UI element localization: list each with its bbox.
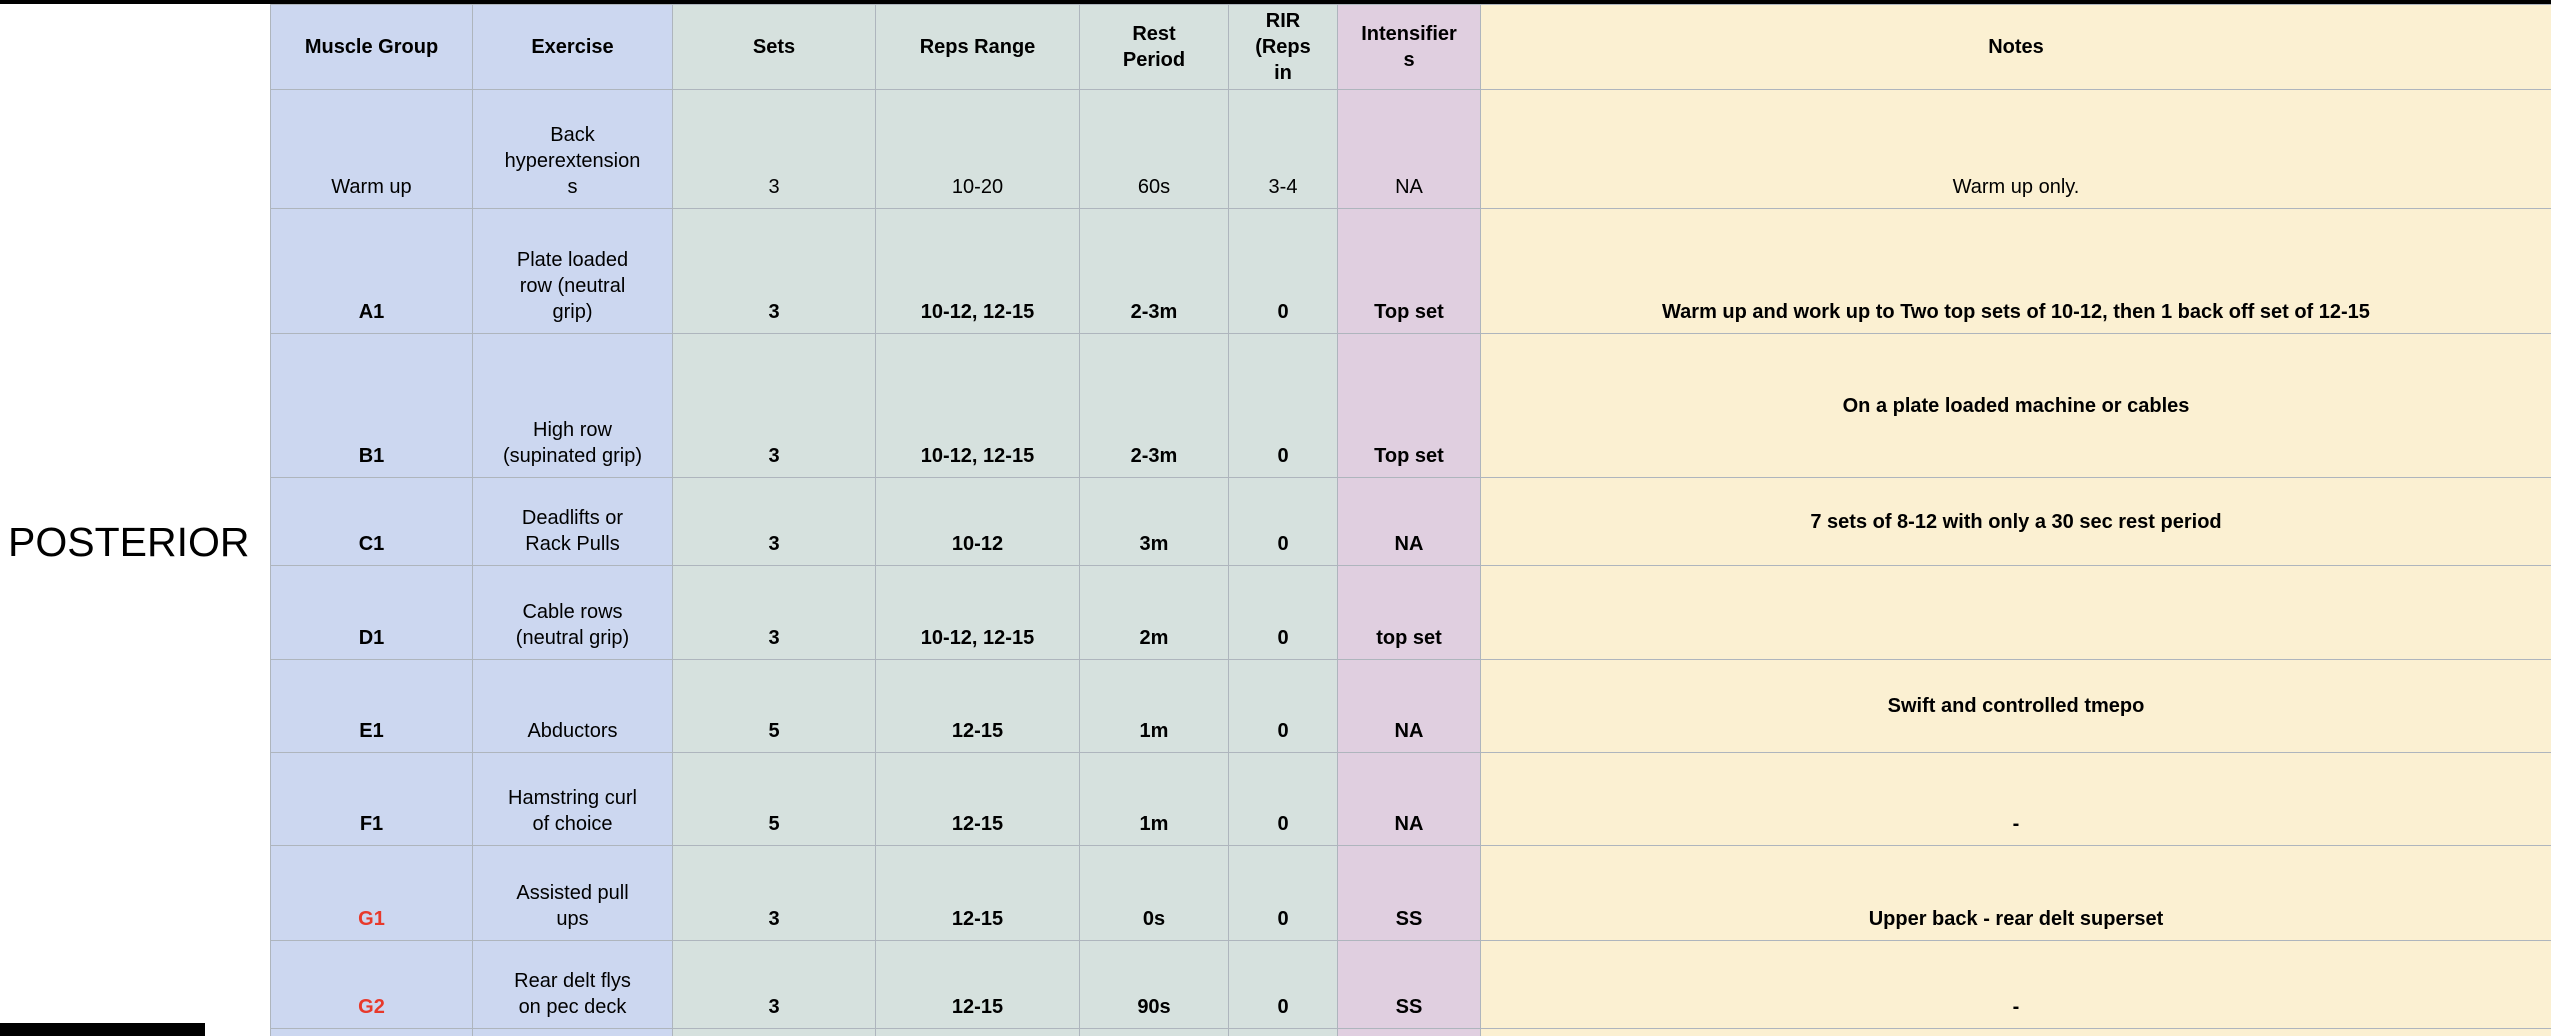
cell-intensifiers[interactable]: SS <box>1338 941 1481 1029</box>
header-cell-muscle-group[interactable]: Muscle Group <box>271 5 473 90</box>
cell-sets[interactable]: 3 <box>673 941 876 1029</box>
cell-sets[interactable]: 5 <box>673 660 876 753</box>
cell-reps-range[interactable]: 10-12, 12-15 <box>876 334 1080 478</box>
cell-reps-range[interactable]: 10-20 <box>876 90 1080 209</box>
cell-rest-period[interactable]: 90s <box>1080 941 1229 1029</box>
cell-exercise[interactable]: Back hyperextensions <box>473 90 673 209</box>
cell-intensifiers[interactable]: Top set <box>1338 209 1481 334</box>
table-row <box>271 209 2551 334</box>
workout-table <box>270 4 2551 1036</box>
header-cell-notes[interactable]: Notes <box>1481 5 2551 90</box>
cell-rest-period[interactable]: 3m <box>1080 478 1229 566</box>
cell-rest-period[interactable] <box>1080 1029 1229 1036</box>
cell-intensifiers[interactable]: top set <box>1338 566 1481 660</box>
cell-intensifiers[interactable]: NA <box>1338 90 1481 209</box>
header-cell-exercise[interactable]: Exercise <box>473 5 673 90</box>
cell-reps-range[interactable]: 10-12, 12-15 <box>876 566 1080 660</box>
cell-reps-range[interactable]: 12-15 <box>876 941 1080 1029</box>
cell-exercise[interactable]: Hamstring curl of choice <box>473 753 673 846</box>
cell-muscle-group[interactable]: E1 <box>271 660 473 753</box>
cell-rir[interactable]: 0 <box>1229 753 1338 846</box>
cell-rir[interactable]: 0 <box>1229 941 1338 1029</box>
cell-reps-range[interactable]: 12-15 <box>876 753 1080 846</box>
cell-intensifiers[interactable]: SS <box>1338 846 1481 941</box>
bottom-black-bar <box>0 1023 205 1036</box>
cell-rir[interactable]: 0 <box>1229 334 1338 478</box>
cell-exercise[interactable]: Deadlifts or Rack Pulls <box>473 478 673 566</box>
cell-rir[interactable]: 0 <box>1229 846 1338 941</box>
cell-rest-period[interactable]: 2-3m <box>1080 334 1229 478</box>
cell-reps-range[interactable] <box>876 1029 1080 1036</box>
cell-exercise[interactable]: Plate loaded row (neutral grip) <box>473 209 673 334</box>
cell-exercise[interactable]: Abductors <box>473 660 673 753</box>
cell-exercise[interactable]: High row (supinated grip) <box>473 334 673 478</box>
cell-notes[interactable]: On a plate loaded machine or cables <box>1481 334 2551 478</box>
cell-sets[interactable]: 3 <box>673 90 876 209</box>
cell-muscle-group[interactable]: A1 <box>271 209 473 334</box>
cell-exercise[interactable]: Assisted pull ups <box>473 846 673 941</box>
table-row <box>271 566 2551 660</box>
cell-notes[interactable]: Warm up only. <box>1481 90 2551 209</box>
cell-intensifiers[interactable] <box>1338 1029 1481 1036</box>
cell-intensifiers[interactable]: NA <box>1338 660 1481 753</box>
cell-sets[interactable]: 3 <box>673 334 876 478</box>
cell-rest-period[interactable]: 0s <box>1080 846 1229 941</box>
cell-exercise[interactable]: Rear delt flys on pec deck <box>473 941 673 1029</box>
cell-sets[interactable]: 3 <box>673 209 876 334</box>
cell-rir[interactable] <box>1229 1029 1338 1036</box>
table-row <box>271 753 2551 846</box>
cell-rir[interactable]: 3-4 <box>1229 90 1338 209</box>
table-row <box>271 334 2551 478</box>
header-cell-intensifiers[interactable]: Intensifiers <box>1338 5 1481 90</box>
cell-notes[interactable]: Swift and controlled tmepo <box>1481 660 2551 753</box>
table-row-partial <box>271 1029 2551 1036</box>
header-cell-rest-period[interactable]: Rest Period <box>1080 5 1229 90</box>
cell-rest-period[interactable]: 2m <box>1080 566 1229 660</box>
cell-muscle-group[interactable]: F1 <box>271 753 473 846</box>
cell-rest-period[interactable]: 1m <box>1080 660 1229 753</box>
cell-notes[interactable]: Warm up and work up to Two top sets of 10-12, then 1 back off set of 12-15 <box>1481 209 2551 334</box>
cell-reps-range[interactable]: 12-15 <box>876 660 1080 753</box>
cell-notes[interactable]: - <box>1481 941 2551 1029</box>
cell-reps-range[interactable]: 12-15 <box>876 846 1080 941</box>
cell-rir[interactable]: 0 <box>1229 478 1338 566</box>
cell-exercise[interactable] <box>473 1029 673 1036</box>
table-row <box>271 941 2551 1029</box>
cell-notes[interactable]: - <box>1481 753 2551 846</box>
section-label[interactable]: POSTERIOR <box>8 519 250 565</box>
cell-sets[interactable]: 3 <box>673 566 876 660</box>
cell-reps-range[interactable]: 10-12 <box>876 478 1080 566</box>
cell-sets[interactable] <box>673 1029 876 1036</box>
cell-muscle-group[interactable]: C1 <box>271 478 473 566</box>
header-cell-reps-range[interactable]: Reps Range <box>876 5 1080 90</box>
cell-sets[interactable]: 3 <box>673 478 876 566</box>
cell-intensifiers[interactable]: Top set <box>1338 334 1481 478</box>
cell-intensifiers[interactable]: NA <box>1338 753 1481 846</box>
table-row <box>271 660 2551 753</box>
cell-muscle-group[interactable]: Warm up <box>271 90 473 209</box>
table-row <box>271 846 2551 941</box>
cell-muscle-group[interactable]: D1 <box>271 566 473 660</box>
header-cell-sets[interactable]: Sets <box>673 5 876 90</box>
cell-rir[interactable]: 0 <box>1229 660 1338 753</box>
cell-rest-period[interactable]: 1m <box>1080 753 1229 846</box>
cell-muscle-group[interactable]: B1 <box>271 334 473 478</box>
cell-muscle-group[interactable]: G2 <box>271 941 473 1029</box>
cell-notes[interactable] <box>1481 1029 2551 1036</box>
cell-rir[interactable]: 0 <box>1229 209 1338 334</box>
cell-reps-range[interactable]: 10-12, 12-15 <box>876 209 1080 334</box>
cell-sets[interactable]: 3 <box>673 846 876 941</box>
header-cell-rir[interactable]: RIR (Reps in <box>1229 5 1338 90</box>
cell-intensifiers[interactable]: NA <box>1338 478 1481 566</box>
cell-rir[interactable]: 0 <box>1229 566 1338 660</box>
header-row <box>271 5 2551 90</box>
cell-sets[interactable]: 5 <box>673 753 876 846</box>
table-row <box>271 478 2551 566</box>
cell-notes[interactable]: 7 sets of 8-12 with only a 30 sec rest period <box>1481 478 2551 566</box>
cell-muscle-group[interactable]: G1 <box>271 846 473 941</box>
cell-exercise[interactable]: Cable rows (neutral grip) <box>473 566 673 660</box>
cell-muscle-group[interactable] <box>271 1029 473 1036</box>
table-row <box>271 90 2551 209</box>
cell-rest-period[interactable]: 60s <box>1080 90 1229 209</box>
cell-rest-period[interactable]: 2-3m <box>1080 209 1229 334</box>
cell-notes[interactable]: Upper back - rear delt superset <box>1481 846 2551 941</box>
cell-notes[interactable] <box>1481 566 2551 660</box>
